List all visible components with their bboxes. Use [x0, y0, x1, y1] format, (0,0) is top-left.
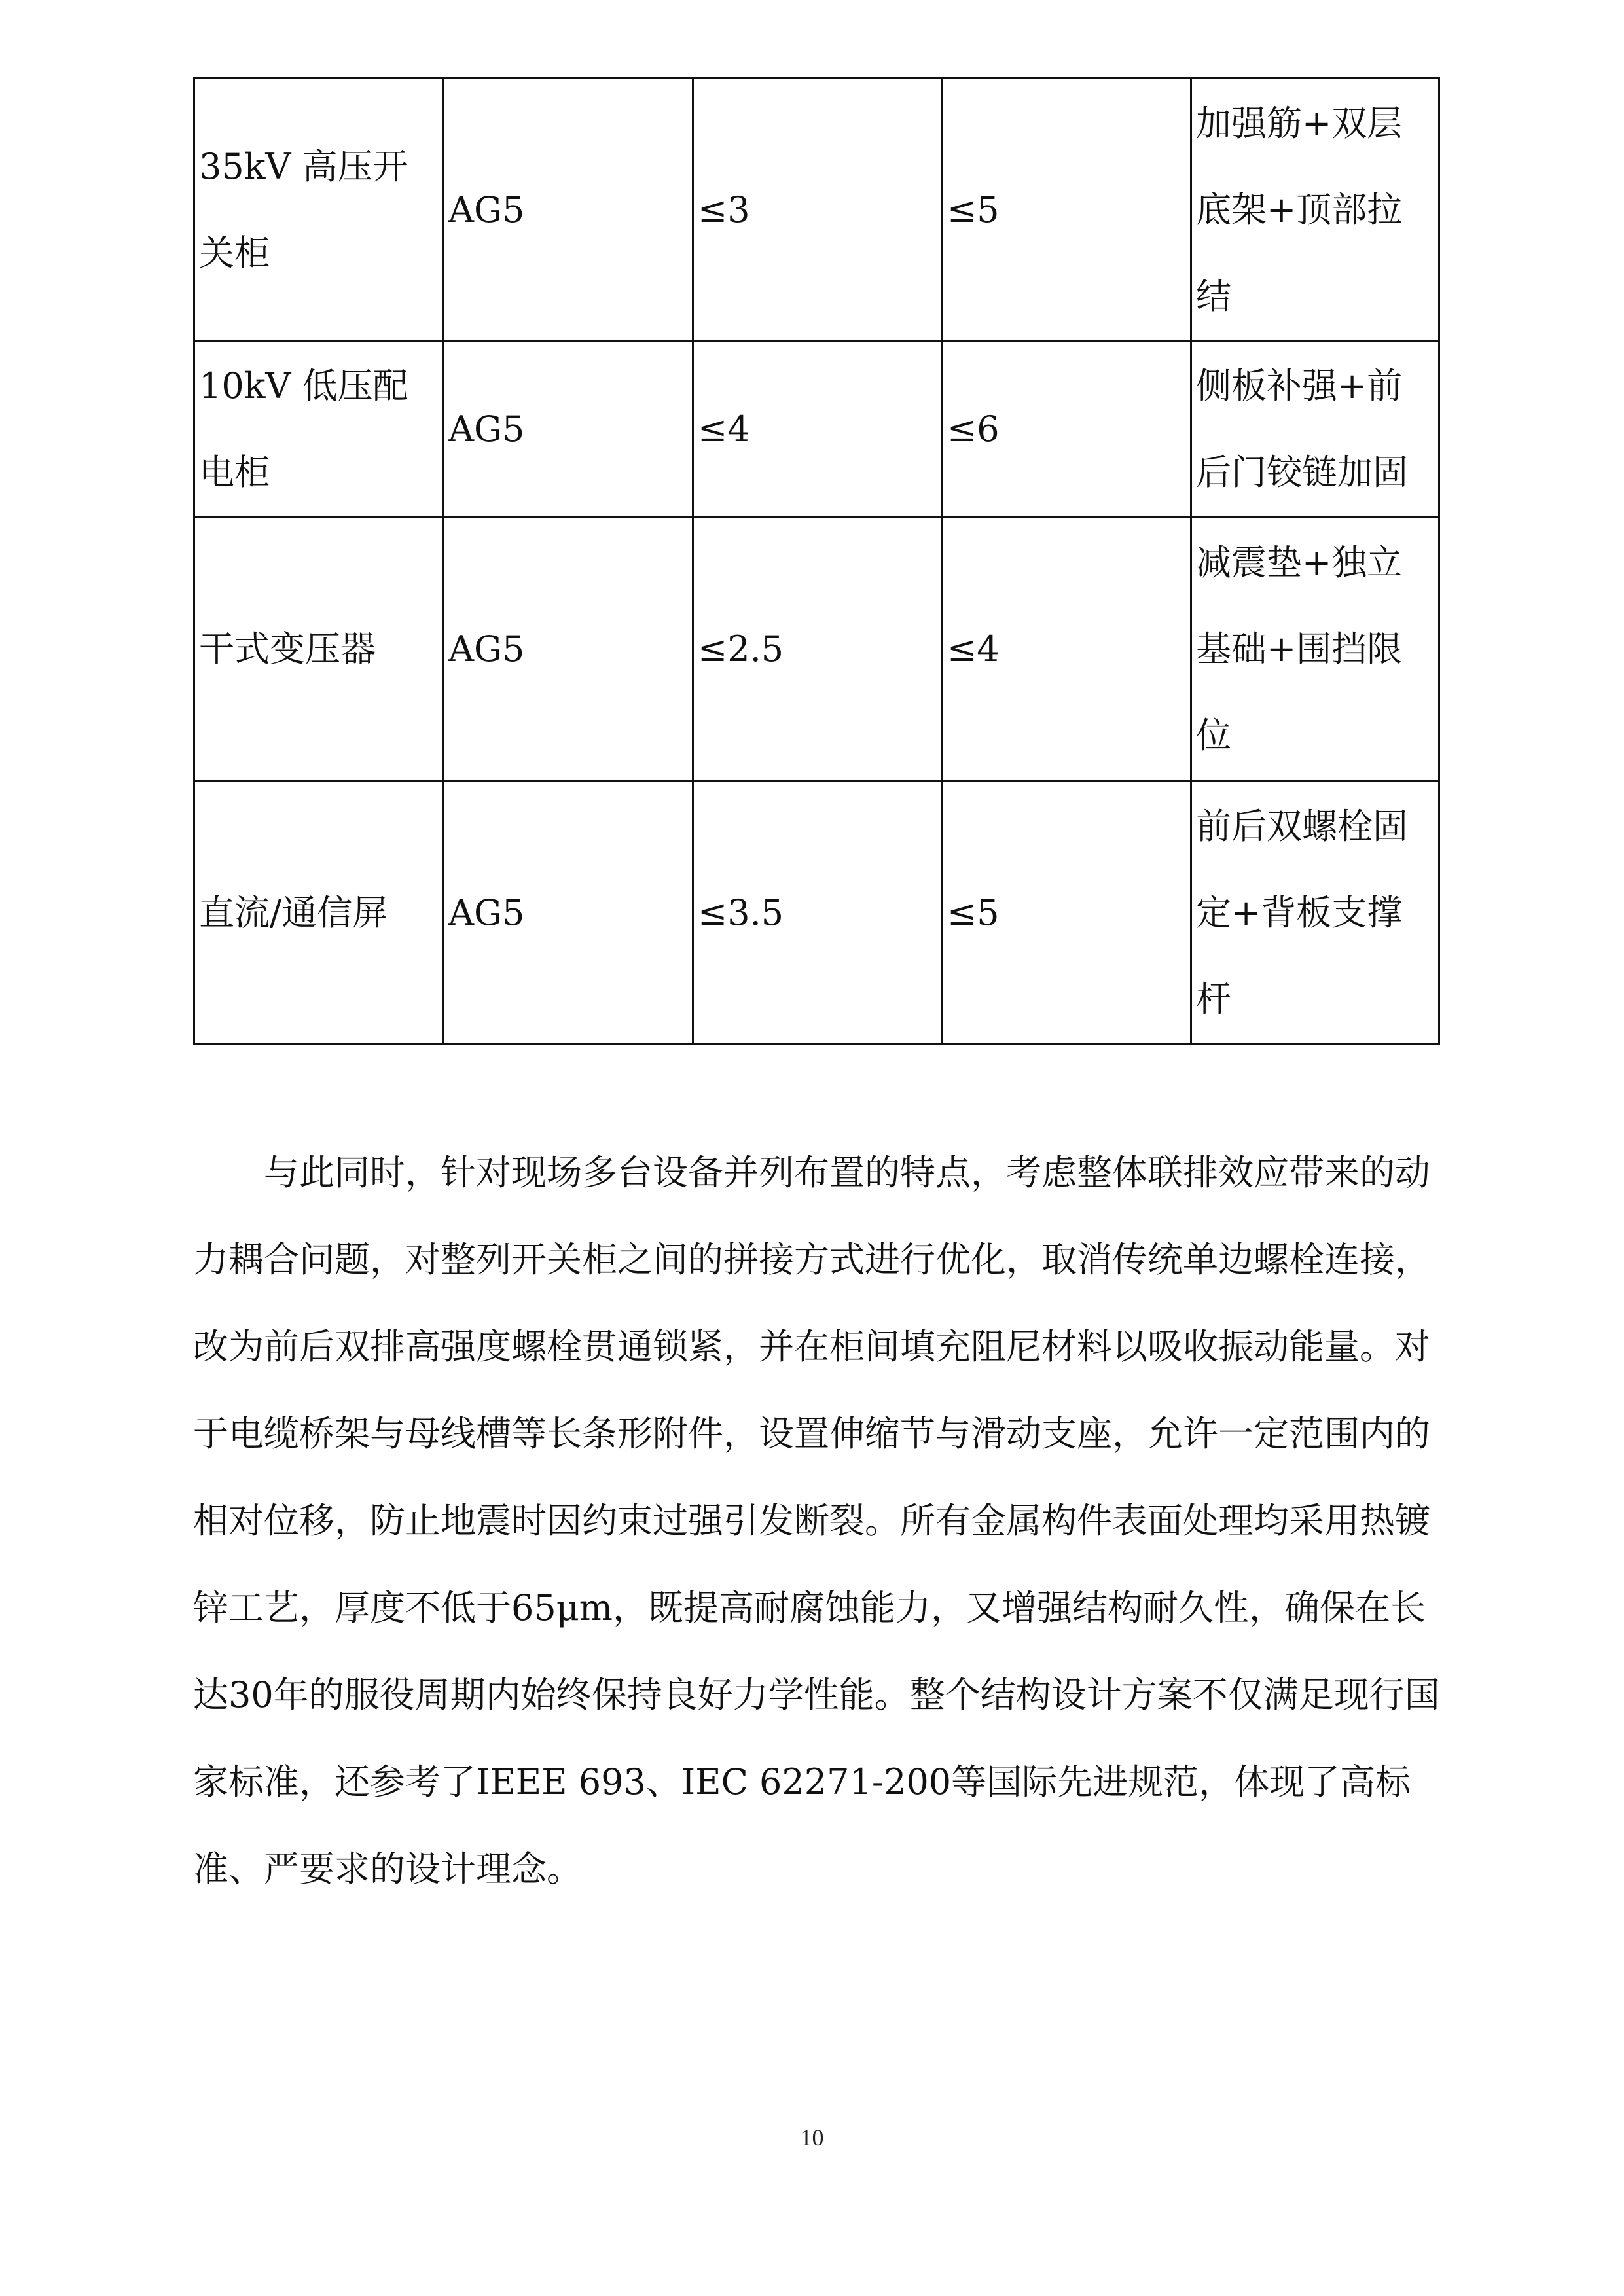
value-b-cell: ≤4 [943, 518, 1191, 781]
value-b-cell: ≤6 [943, 342, 1191, 518]
equipment-cell: 干式变压器 [194, 518, 444, 781]
grade-cell: AG5 [444, 518, 693, 781]
grade-cell: AG5 [444, 781, 693, 1045]
value-b-cell: ≤5 [943, 781, 1191, 1045]
value-b-cell: ≤5 [943, 79, 1191, 342]
equipment-cell: 35kV 高压开关柜 [194, 79, 444, 342]
table-row [194, 79, 1439, 342]
grade-cell: AG5 [444, 342, 693, 518]
equipment-cell: 10kV 低压配电柜 [194, 342, 444, 518]
value-a-cell: ≤2.5 [693, 518, 943, 781]
value-a-cell: ≤3 [693, 79, 943, 342]
table-row [194, 781, 1439, 1045]
measure-cell: 前后双螺栓固定+背板支撑杆 [1191, 781, 1439, 1045]
value-a-cell: ≤4 [693, 342, 943, 518]
table-row [194, 518, 1439, 781]
equipment-seismic-table [193, 77, 1440, 1045]
value-a-cell: ≤3.5 [693, 781, 943, 1045]
measure-cell: 减震垫+独立基础+围挡限位 [1191, 518, 1439, 781]
grade-cell: AG5 [444, 79, 693, 342]
table-row [194, 342, 1439, 518]
measure-cell: 加强筋+双层底架+顶部拉结 [1191, 79, 1439, 342]
page-number: 10 [800, 2125, 824, 2151]
body-paragraph: 与此同时，针对现场多台设备并列布置的特点，考虑整体联排效应带来的动力耦合问题，对整列开关柜之间的拼接方式进行优化，取消传统单边螺栓连接，改为前后双排高强度螺栓贯通锁紧，并在柜间填充阻尼材料以吸收振动能量。对于电缆桥架与母线槽等长条形附件，设置伸缩节与滑动支座，允许一定范围内的相对位移，防止地震时因约束过强引发断裂。所有金属构件表面处理均采用热镀锌工艺，厚度不低于65μm，既提高耐腐蚀能力，又增强结构耐久性，确保在长达30年的服役周期内始终保持良好力学性能。整个结构设计方案不仅满足现行国家标准，还参考了IEEE 693、IEC 62271-200等国际先进规范，体现了高标准、严要求的设计理念。 [193, 1152, 1440, 1890]
equipment-cell: 直流/通信屏 [194, 781, 444, 1045]
measure-cell: 侧板补强+前后门铰链加固 [1191, 342, 1439, 518]
